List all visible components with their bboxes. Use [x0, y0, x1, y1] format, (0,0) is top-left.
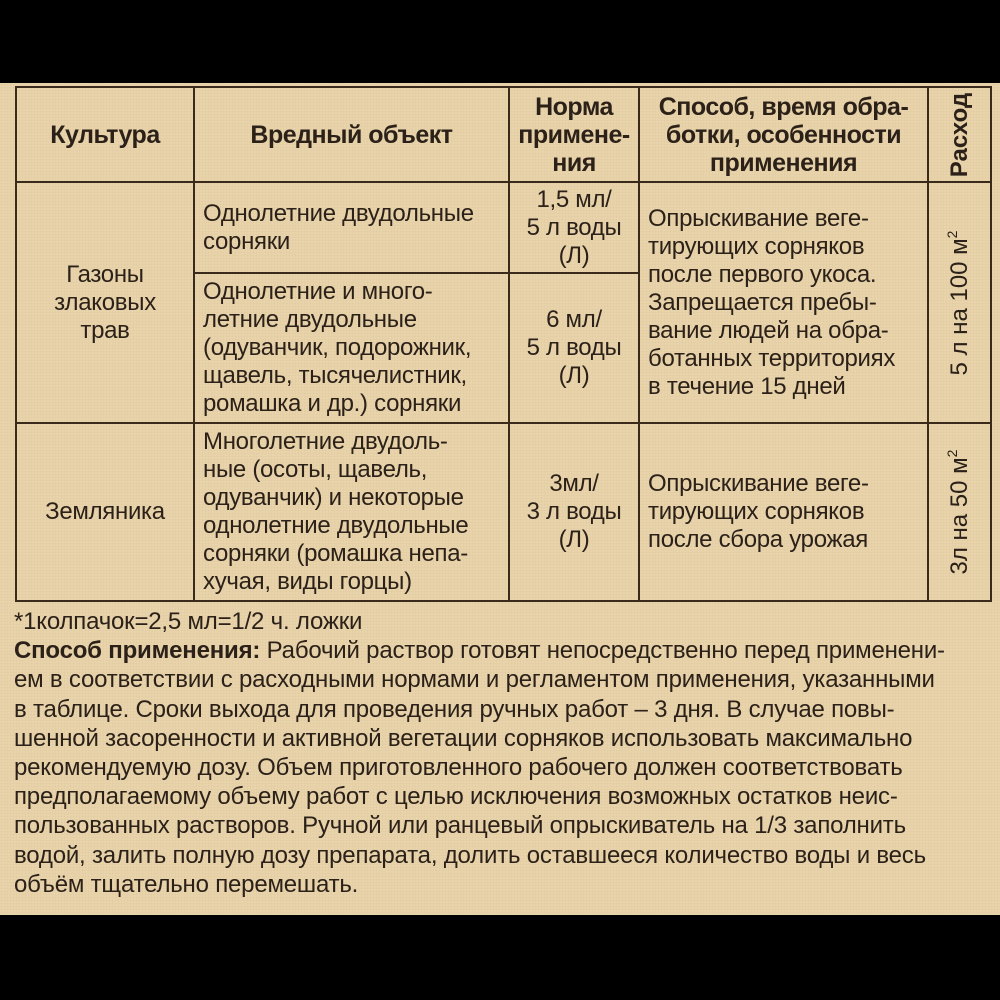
table-row	[16, 182, 991, 273]
method-cell	[639, 423, 928, 601]
consumption-cell	[928, 423, 991, 601]
pest-line: (одуванчик, подорожник,	[203, 334, 472, 361]
consumption-text: 3л на 50 м	[945, 457, 973, 575]
header-consumption	[928, 87, 991, 182]
method-line: в течение 15 дней	[648, 372, 846, 400]
instructions-text: Рабочий раствор готовят непосредственно перед применени-	[260, 637, 945, 665]
pest-line: летние двудольные	[203, 306, 417, 333]
norm-line: 6 мл/	[546, 306, 602, 333]
norm-cell	[509, 423, 639, 601]
pest-cell	[194, 423, 509, 601]
consumption-cell	[928, 182, 991, 423]
norm-line: 3 л воды	[526, 498, 622, 525]
instructions-line: предполагаемому объему работ с целью исключения возможных остатков неис-	[14, 783, 898, 811]
consumption-value	[943, 449, 974, 575]
culture-line: Земляника	[45, 498, 165, 525]
header-pest	[194, 87, 509, 182]
header-norm-line: примене-	[518, 120, 630, 149]
method-cell	[639, 182, 928, 423]
consumption-text: 5 л на 100 м	[945, 237, 973, 375]
instructions-line: в таблице. Сроки выхода для проведения ручных работ – 3 дня. В случае повы-	[14, 695, 895, 723]
norm-line: 5 л воды	[526, 213, 622, 241]
norm-line: (Л)	[558, 526, 590, 553]
norm-line: (Л)	[558, 241, 590, 269]
culture-line: злаковых	[54, 288, 156, 316]
instructions-line: пользованных растворов. Ручной или ранцевый опрыскиватель на 1/3 заполнить	[14, 812, 906, 840]
pest-line: хучая, виды горцы)	[203, 568, 412, 595]
header-pest-label: Вредный объект	[250, 120, 453, 149]
instructions-line	[14, 636, 994, 665]
consumption-value	[943, 230, 974, 375]
header-culture-label: Культура	[50, 120, 160, 149]
instructions-line: шенной засоренности и активной вегетации сорняков использовать максимально	[14, 724, 913, 752]
header-norm	[509, 87, 639, 182]
method-line: вание людей на обра-	[648, 316, 889, 344]
header-method-line: ботки, особенности	[665, 120, 902, 149]
table-header-row	[16, 87, 991, 182]
pest-line: сорняки (ромашка непа-	[203, 540, 468, 567]
pest-line: Однолетние двудольные	[203, 199, 474, 227]
method-line: после первого укоса.	[648, 260, 877, 288]
header-consumption-label: Расход	[945, 92, 973, 177]
culture-cell	[16, 182, 194, 423]
method-line: Опрыскивание веге-	[648, 470, 869, 497]
consumption-sup: 2	[943, 230, 960, 238]
method-line: ботанных территориях	[648, 344, 896, 372]
dosage-table	[15, 86, 992, 602]
pest-line: щавель, тысячелистник,	[203, 362, 467, 389]
instructions-paragraph	[14, 636, 994, 899]
pest-line: однолетние двудольные	[203, 512, 469, 539]
method-line: Запрещается пребы-	[648, 288, 877, 316]
notes-section	[14, 607, 994, 899]
method-line: тирующих сорняков	[648, 498, 865, 525]
header-consumption-wrap	[929, 88, 990, 181]
culture-cell	[16, 423, 194, 601]
header-culture	[16, 87, 194, 182]
pest-line: Однолетние и много-	[203, 278, 433, 305]
instructions-line: рекомендуемую дозу. Объем приготовленного рабочего должен соответствовать	[14, 754, 903, 782]
header-method-line: Способ, время обра-	[658, 92, 909, 121]
culture-line: трав	[80, 316, 130, 344]
header-norm-line: Норма	[535, 92, 613, 121]
norm-cell	[509, 273, 639, 423]
norm-cell	[509, 182, 639, 273]
pest-line: ные (осоты, щавель,	[203, 456, 428, 483]
footnote: *1колпачок=2,5 мл=1/2 ч. ложки	[14, 608, 363, 635]
header-norm-line: ния	[552, 148, 596, 177]
pest-line: сорняки	[203, 227, 291, 255]
pest-line: ромашка и др.) сорняки	[203, 390, 462, 417]
method-line: после сбора урожая	[648, 526, 868, 553]
norm-line: (Л)	[558, 362, 590, 389]
culture-line: Газоны	[66, 260, 144, 288]
instructions-line: водой, залить полную дозу препарата, долить оставшееся количество воды и весь	[14, 841, 926, 869]
consumption-sup: 2	[943, 449, 960, 458]
consumption-wrap	[929, 424, 990, 600]
instructions-line: объём тщательно перемешать.	[14, 870, 359, 898]
pest-line: Многолетние двудоль-	[203, 428, 448, 455]
norm-line: 1,5 мл/	[536, 185, 612, 213]
table-row	[16, 423, 991, 601]
pest-cell	[194, 182, 509, 273]
document-panel	[0, 83, 1000, 915]
header-method-line: применения	[709, 148, 858, 177]
norm-line: 3мл/	[549, 470, 599, 497]
pest-cell	[194, 273, 509, 423]
consumption-wrap	[929, 183, 990, 422]
method-line: Опрыскивание веге-	[648, 204, 869, 232]
header-method	[639, 87, 928, 182]
instructions-line: ем в соответствии с расходными нормами и регламентом применения, указанными	[14, 666, 935, 694]
norm-line: 5 л воды	[526, 334, 622, 361]
method-line: тирующих сорняков	[648, 232, 865, 260]
instructions-label: Способ применения:	[14, 637, 261, 665]
pest-line: одуванчик) и некоторые	[203, 484, 464, 511]
